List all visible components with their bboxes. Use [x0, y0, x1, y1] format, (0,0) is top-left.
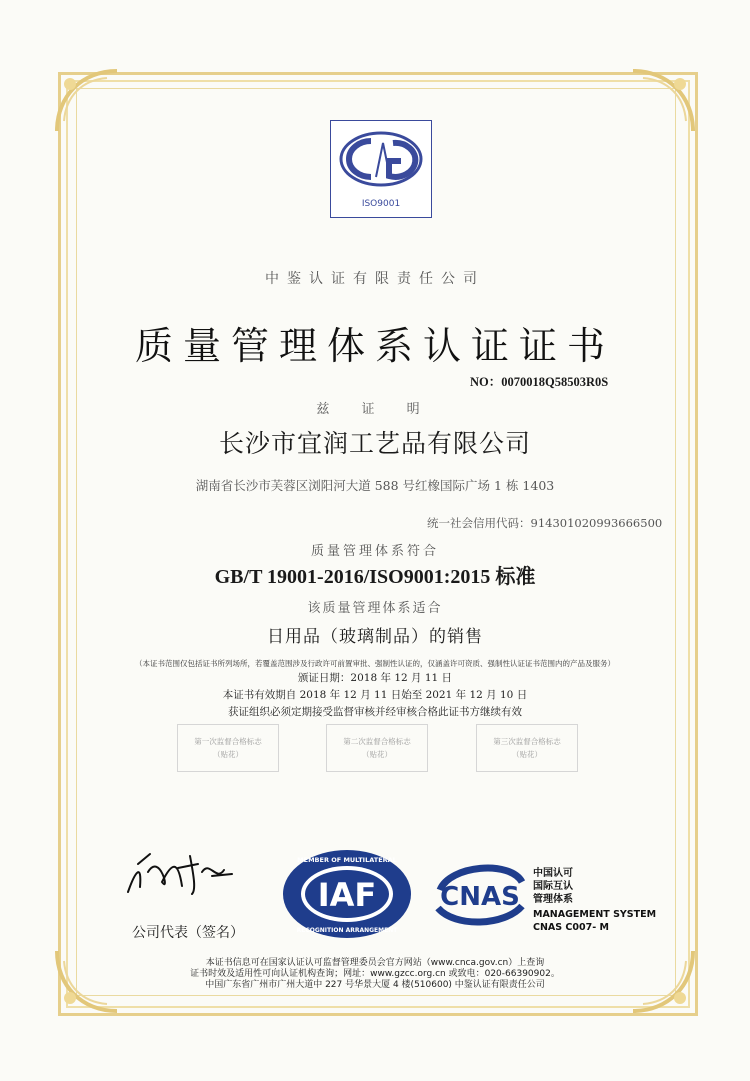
stamp-label: 第二次监督合格标志: [343, 737, 411, 746]
surveillance-stamp-box: [326, 724, 428, 772]
stamp-sublabel: （贴花）: [362, 750, 392, 759]
certification-scope: 日用品（玻璃制品）的销售: [267, 627, 483, 647]
conform-label: 质量管理体系符合: [310, 544, 439, 559]
supervision-note: 获证组织必须定期接受监督审核并经审核合格此证书方继续有效: [228, 706, 522, 718]
iaf-text: IAF: [317, 876, 377, 914]
scope-note: （本证书范围仅包括证书所列场所，若覆盖范围涉及行政许可前置审批、强制性认证的，仅涵盖许可资质、强制性认证证书范围内的产品及服务）: [135, 659, 615, 668]
credit-code: 统一社会信用代码：91430102099366650​0: [427, 516, 663, 530]
footer-line: 证书时效及适用性可向认证机构查询；网址：www.gzcc.org.cn 或致电：020-66390902。: [190, 969, 560, 979]
company-name: 长沙市宜润工艺品有限公司: [218, 429, 531, 458]
logo-label: ISO9001: [361, 199, 401, 209]
stamp-label: 第三次监督合格标志: [493, 737, 561, 746]
certificate-number: NO：0070018Q58503R0S: [470, 375, 609, 389]
cnas-line: 管理体系: [533, 894, 573, 905]
issuer-name: 中鉴认证有限责任公司: [265, 271, 485, 287]
stamp-sublabel: （贴花）: [512, 750, 542, 759]
surveillance-stamp-box: [177, 724, 279, 772]
cnas-line: MANAGEMENT SYSTEM: [533, 909, 657, 920]
signature-icon: [120, 842, 240, 902]
iaf-ring-top: MEMBER OF MULTILATERAL: [297, 856, 397, 864]
hereby-label: 兹 证 明: [316, 402, 434, 417]
cnas-logo-icon: [430, 860, 530, 930]
issue-date: 颁证日期：2018 年 12 月 11 日: [297, 672, 453, 684]
corner-ornament-icon: [52, 66, 122, 136]
validity-period: 本证书有效期自 2018 年 12 月 11 日始至 2021 年 12 月 10 日: [222, 689, 528, 701]
stamp-sublabel: （贴花）: [213, 750, 243, 759]
surveillance-stamp-box: [476, 724, 578, 772]
applies-label: 该质量管理体系适合: [307, 601, 443, 616]
representative-label: 公司代表（签名）: [132, 925, 244, 941]
cnas-line: 中国认可: [533, 868, 573, 879]
cnas-text: CNAS: [440, 882, 520, 912]
footer: [0, 958, 750, 991]
iso9001-logo: [330, 120, 432, 218]
iaf-ring-bottom: RECOGNITION ARRANGEMENT: [296, 927, 398, 934]
cnas-line: 国际互认: [533, 881, 573, 892]
certificate-title: 质量管理体系认证证书: [134, 324, 615, 368]
corner-ornament-icon: [628, 66, 698, 136]
iaf-logo-icon: [280, 848, 414, 940]
standard: GB/T 19001-2016/ISO9001:2015 标准: [214, 566, 536, 588]
footer-line: 中国广东省广州市广州大道中 227 号华景大厦 4 楼(510600) 中鉴认证有限责任公司: [205, 980, 545, 990]
footer-line: 本证书信息可在国家认证认可监督管理委员会官方网站（www.cnca.gov.cn）上查询: [205, 958, 545, 968]
company-address: 湖南省长沙市芙蓉区浏阳河大道 588 号红橡国际广场 1 栋 1403: [195, 478, 555, 493]
stamp-label: 第一次监督合格标志: [194, 737, 262, 746]
cnas-line: CNAS C007- M: [533, 922, 609, 933]
